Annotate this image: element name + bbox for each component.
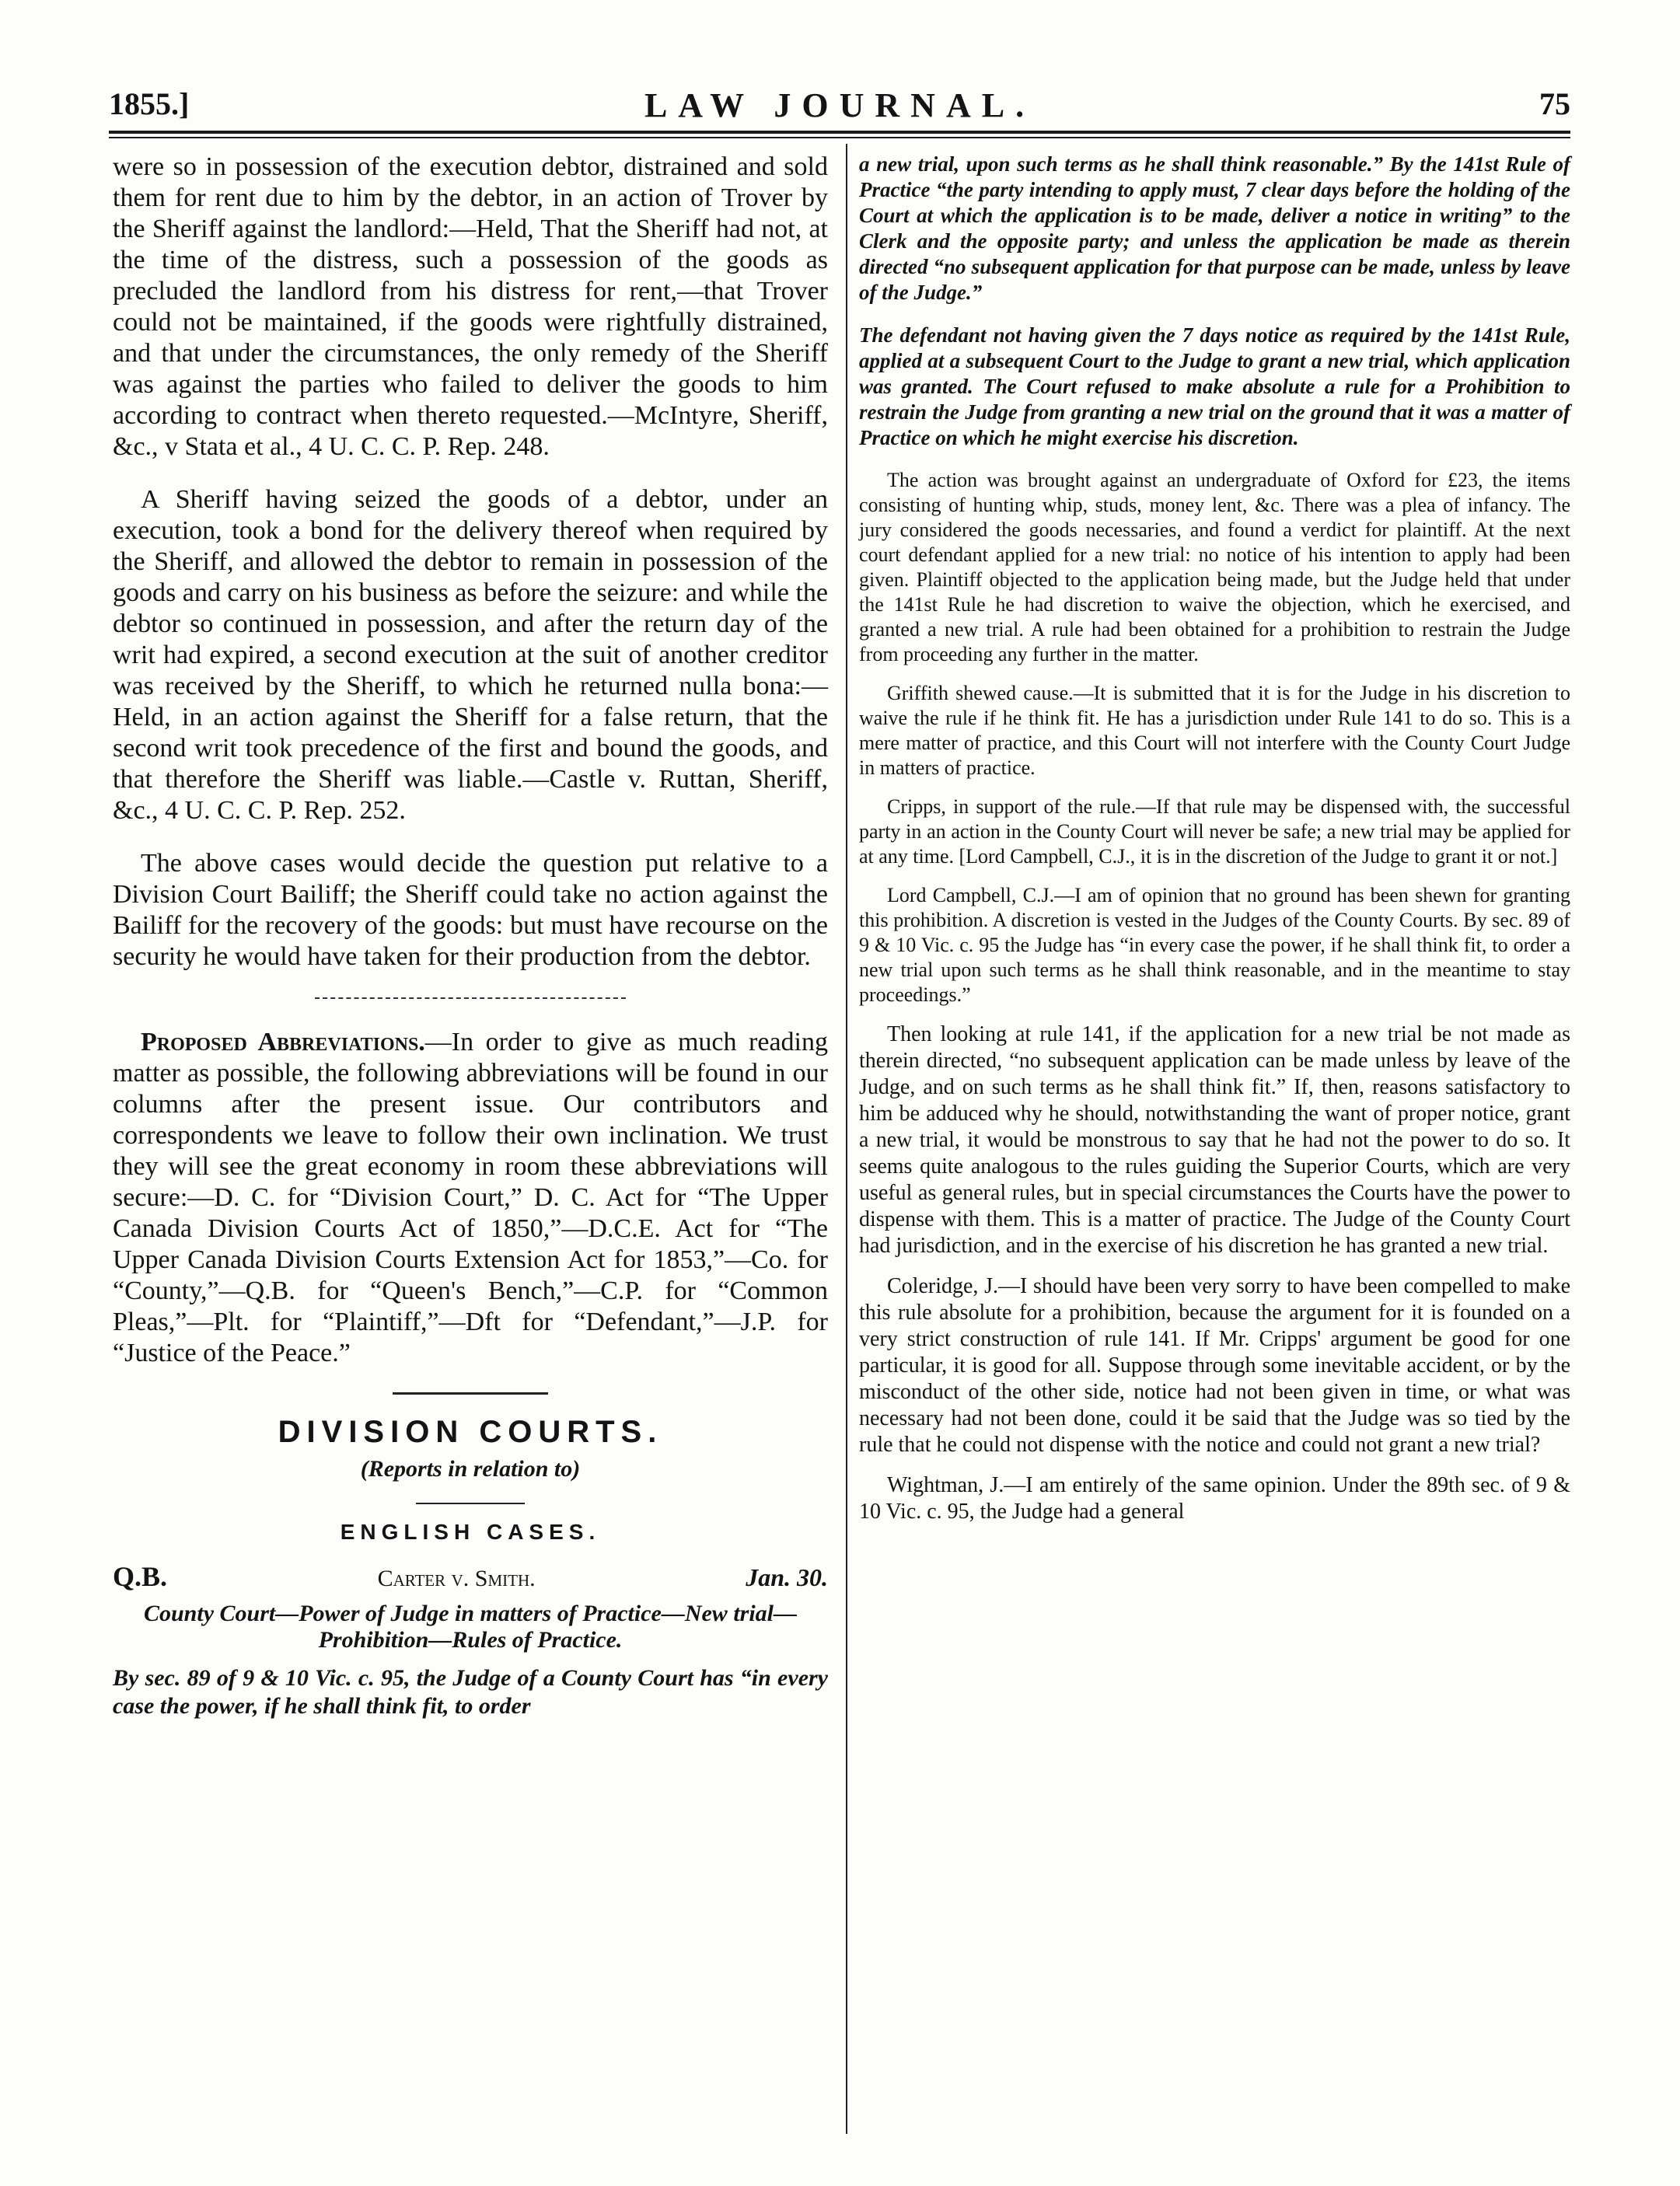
- dashed-divider: [113, 986, 828, 1010]
- header-rule-thin: [109, 137, 1570, 138]
- facts-paragraph: The action was brought against an undergraduate of Oxford for £23, the items consisting of hunting whip, studs, money lent, &c. There was a plea of infancy. The jury considered the goods necessaries, and found a verdict for plaintiff. At the next court defendant applied for a new trial: no notice of his intention to apply had been given. Plaintiff objected to the application being made, but the Judge held that under the 141st Rule he had discretion to waive the objection, which he exercised, and granted a new trial. A rule had been obtained for a prohibition to restrain the Judge from proceeding any further in the matter.: [859, 469, 1570, 665]
- header-rule-thick: [109, 131, 1570, 134]
- case-name: Carter v. Smith.: [377, 1566, 536, 1591]
- opinion-campbell: Lord Campbell, C.J.—I am of opinion that no ground has been shewn for granting this prohibition. A discretion is vested in the Judges of the County Courts. By sec. 89 of 9 & 10 Vic. c. 95 the Judge has “in every case the power, if he shall think fit, to order a new trial upon such terms as he shall think reasonable, and in the meantime to stay proceedings.”: [859, 884, 1570, 1006]
- header-year: 1855.]: [109, 86, 190, 121]
- right-column: [859, 152, 1570, 1525]
- headnote-holding: The defendant not having given the 7 days notice as required by the 141st Rule, applied at a subsequent Court to the Judge to grant a new trial, which application was granted. The Court refused to make absolute a rule for a Prohibition to restrain the Judge from granting a new trial on the ground that it was a matter of Practice on which he might exercise his discretion.: [859, 323, 1570, 449]
- opinion-wightman: Wightman, J.—I am entirely of the same opinion. Under the 89th sec. of 9 & 10 Vic. c. 95, the Judge had a general: [859, 1473, 1570, 1524]
- statute-headnote: By sec. 89 of 9 & 10 Vic. c. 95, the Judge of a County Court has “in every case the power, if he shall think fit, to order: [113, 1665, 828, 1719]
- abbreviations-lead: Proposed Abbreviations.: [141, 1028, 425, 1056]
- case-digest-mcintyre: were so in possession of the execution debtor, distrained and sold them for rent due to him by the debtor, in an action of Trover by the Sheriff against the landlord:—Held, That the Sheriff had not, at the time of the distress, such a possession of the goods as precluded the landlord from his distress for rent,—that Trover could not be maintained, if the goods were rightfully distrained, and that under the circumstances, the only remedy of the Sheriff was against the parties who failed to deliver the goods to him according to contract when thereto requested.—McIntyre, Sheriff, &c., v Stata et al., 4 U. C. C. P. Rep. 248.: [113, 152, 828, 461]
- headnote-continued: a new trial, upon such terms as he shall think reasonable.” By the 141st Rule of Practice “the party intending to apply must, 7 clear days before the holding of the Court at which the application is to be made, deliver a notice in writing” to the Clerk and the opposite party; and unless the application be made as therein directed “no subsequent application for that purpose can be made, unless by leave of the Judge.”: [859, 152, 1570, 304]
- case-caption: [113, 1560, 828, 1593]
- commentary-paragraph: The above cases would decide the question put relative to a Division Court Bailiff; the Sheriff could take no action against the Bailiff for the recovery of the goods: but must have recourse on the security he would have taken for their production from the debtor.: [113, 849, 828, 971]
- column-separator: [846, 144, 847, 2134]
- case-summary: County Court—Power of Judge in matters of Practice—New trial—Prohibition—Rules of Practice.: [143, 1601, 797, 1653]
- section-title: DIVISION COURTS.: [278, 1415, 663, 1449]
- journal-title: LAW JOURNAL.: [644, 86, 1036, 124]
- page-number: 75: [1539, 86, 1570, 121]
- section-rule: [393, 1392, 548, 1395]
- case-court: Q.B.: [113, 1561, 168, 1592]
- cases-heading: ENGLISH CASES.: [340, 1520, 601, 1544]
- abbreviations-notice: [113, 1027, 828, 1369]
- opinion-campbell-continued: Then looking at rule 141, if the application for a new trial be not made as therein directed, “no subsequent application can be made unless by leave of the Judge, and on such terms as he shall think fit.” If, then, reasons satisfactory to him be adduced why he should, notwithstanding the want of proper notice, grant a new trial, it would be monstrous to say that he had not the power to do so. It seems quite analogous to the rules guiding the Superior Courts, which are very useful as general rules, but in special circumstances the Courts have the power to dispense with them. This is a matter of practice. The Judge of the County Court had jurisdiction, and in the exercise of his discretion he has granted a new trial.: [859, 1022, 1570, 1258]
- argument-cripps: Cripps, in support of the rule.—If that rule may be dispensed with, the successful party in an action in the County Court will never be safe; a new trial may be applied for at any time. [Lord Campbell, C.J., it is in the discretion of the Judge to grant it or not.]: [859, 795, 1570, 868]
- page-header: [109, 86, 1570, 132]
- case-digest-castle: A Sheriff having seized the goods of a debtor, under an execution, took a bond for the delivery thereof when required by the Sheriff, and allowed the debtor to remain in possession of the goods and carry on his business as before the seizure: and while the debtor so continued in possession, and after the return day of the writ had expired, a second execution at the suit of another creditor was received by the Sheriff, to which he returned nulla bona:—Held, in an action against the Sheriff for a false return, that the second writ took precedence of the first and bound the goods, and that therefore the Sheriff was liable.—Castle v. Ruttan, Sheriff, &c., 4 U. C. C. P. Rep. 252.: [113, 485, 828, 825]
- abbreviations-body: —In order to give as much reading matter as possible, the following abbreviations will be found in our columns after the present issue. Our contributors and correspondents we leave to follow their own inclination. We trust they will see the great economy in room these abbreviations will secure:—D. C. for “Division Court,” D. C. Act for “The Upper Canada Division Courts Act of 1850,”—D.C.E. Act for “The Upper Canada Division Courts Extension Act for 1853,”—Co. for “County,”—Q.B. for “Queen's Bench,”—C.P. for “Common Pleas,”—Plt. for “Plaintiff,”—Dft for “Defendant,”—J.P. for “Justice of the Peace.”: [113, 1028, 828, 1367]
- left-column: [113, 152, 828, 1720]
- argument-griffith: Griffith shewed cause.—It is submitted that it is for the Judge in his discretion to waive the rule if he think fit. He has a jurisdiction under Rule 141 to do so. This is a mere matter of practice, and this Court will not interfere with the County Court Judge in matters of practice.: [859, 682, 1570, 779]
- section-subtitle: (Reports in relation to): [360, 1456, 581, 1482]
- case-date: Jan. 30.: [746, 1563, 828, 1591]
- opinion-coleridge: Coleridge, J.—I should have been very sorry to have been compelled to make this rule absolute for a prohibition, because the argument for it is founded on a very strict construction of rule 141. If Mr. Cripps' argument be good for one particular, it is good for all. Suppose through some inevitable accident, or by the misconduct of the other side, notice had not been given in time, or what was necessary had not been done, could it be said that the Judge was so tied by the rule that he could not dispense with the notice and could not grant a new trial?: [859, 1274, 1570, 1457]
- subsection-rule: [416, 1503, 525, 1504]
